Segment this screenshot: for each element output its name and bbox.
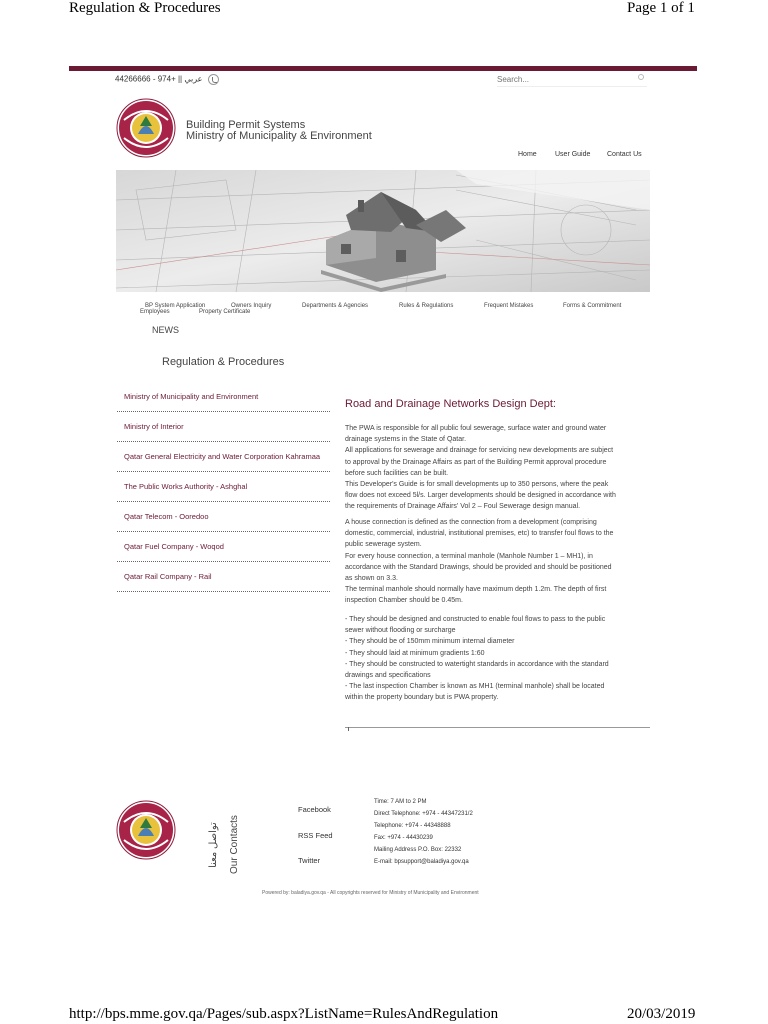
- contact-fax: Fax: +974 - 44430239: [374, 835, 433, 841]
- mainnav-employees[interactable]: Employees: [140, 309, 170, 315]
- top-brand-bar: [69, 66, 697, 71]
- mainnav-bp-system-application[interactable]: BP System Application: [145, 303, 206, 309]
- divider: [117, 441, 330, 442]
- footer-ministry-logo: [116, 800, 176, 860]
- divider: [117, 471, 330, 472]
- divider: [117, 591, 330, 592]
- mainnav-owners-inquiry[interactable]: Owners Inquiry: [231, 303, 272, 309]
- divider: [117, 531, 330, 532]
- text-line: as shown on 3.3.: [345, 575, 398, 583]
- text-line: flow does not exceed 5l/s. Larger developments should be designed in accordance with: [345, 492, 616, 500]
- text-line: The PWA is responsible for all public foul sewerage, surface water and ground water: [345, 425, 607, 432]
- text-line: All applications for sewerage and drainage for servicing new developments are subject: [345, 447, 614, 455]
- sidebar-item-ashghal[interactable]: The Public Works Authority - Ashghal: [124, 482, 248, 491]
- text-line: - They should be of 150mm minimum internal diameter: [345, 638, 515, 646]
- sidebar-item-ooredoo[interactable]: Qatar Telecom - Ooredoo: [124, 512, 209, 521]
- search-icon[interactable]: [638, 74, 644, 80]
- text-line: For every house connection, a terminal manhole (Manhole Number 1 – MH1), in: [345, 552, 593, 560]
- ministry-logo[interactable]: [116, 98, 176, 158]
- contact-direct-phone: Direct Telephone: +974 - 44347231/2: [374, 811, 473, 817]
- site-title-line2: Ministry of Municipality & Environment: [186, 130, 372, 142]
- separator: ||: [177, 74, 183, 84]
- site-title: [186, 120, 372, 142]
- divider: [117, 501, 330, 502]
- text-line: drawings and specifications: [345, 672, 431, 680]
- sidebar-item-woqod[interactable]: Qatar Fuel Company - Woqod: [124, 542, 224, 551]
- text-line: accordance with the Standard Drawings, should be provided and should be positioned: [345, 563, 612, 571]
- divider: [117, 411, 330, 412]
- text-line: the requirements of Drainage Affairs' Vol 2 – Foul Sewerage design manual.: [345, 503, 581, 511]
- content-divider: [345, 727, 650, 728]
- contact-mailing-address: Mailing Address P.O. Box: 22332: [374, 847, 462, 853]
- content-paragraph-1: [345, 423, 650, 513]
- arabic-language-link[interactable]: عربي: [184, 74, 203, 84]
- content-paragraph-3: [345, 614, 650, 704]
- text-line: - The last inspection Chamber is known as MH1 (terminal manhole) shall be located: [345, 683, 605, 691]
- text-line: A house connection is defined as the connection from a development (comprising: [345, 519, 597, 526]
- copyright-text: Powered by: baladiya.gov.qa - All copyrights reserved for Ministry of Municipality and Environment: [262, 890, 479, 896]
- contact-email[interactable]: E-mail: bpsupport@baladiya.gov.qa: [374, 859, 469, 865]
- contacts-heading: Our Contacts: [229, 815, 240, 874]
- contact-phone: Telephone: +974 - 44348888: [374, 823, 451, 829]
- twitter-link[interactable]: Twitter: [298, 856, 321, 865]
- print-page-number: Page 1 of 1: [627, 0, 695, 16]
- text-line: before such facilities can be built.: [345, 469, 449, 477]
- sidebar-item-interior[interactable]: Ministry of Interior: [124, 422, 184, 431]
- phone-number: +974 - 44266666: [115, 74, 176, 84]
- nav-home[interactable]: Home: [518, 151, 537, 158]
- search-underline: [497, 86, 647, 87]
- facebook-link[interactable]: Facebook: [298, 805, 331, 814]
- text-line: - They should laid at minimum gradients 1:60: [345, 649, 485, 657]
- sidebar-item-rail[interactable]: Qatar Rail Company - Rail: [124, 572, 212, 581]
- print-title: Regulation & Procedures: [69, 0, 221, 16]
- text-line: The terminal manhole should normally have maximum depth 1.2m. The depth of first: [345, 586, 607, 594]
- text-line: to approval by the Drainage Affairs as part of the Building Permit approval procedure: [345, 458, 607, 466]
- divider: [117, 561, 330, 562]
- print-date: 20/03/2019: [627, 1006, 696, 1022]
- text-line: drainage systems in the State of Qatar.: [345, 436, 467, 444]
- print-url: http://bps.mme.gov.qa/Pages/sub.aspx?ListName=RulesAndRegulation: [69, 1006, 499, 1022]
- language-phone-row: [115, 74, 219, 85]
- contact-hours: Time: 7 AM to 2 PM: [374, 799, 427, 805]
- divider-tick: [348, 727, 349, 731]
- hero-banner-image: [116, 170, 650, 292]
- page-title: Regulation & Procedures: [162, 356, 285, 368]
- nav-contact-us[interactable]: Contact Us: [607, 151, 642, 158]
- text-line: inspection Chamber should be 0.45m.: [345, 597, 463, 605]
- text-line: - They should be constructed to watertight standards in accordance with the standard: [345, 660, 609, 668]
- mainnav-forms-commitment[interactable]: Forms & Commitment: [563, 303, 622, 309]
- news-link[interactable]: NEWS: [152, 325, 179, 335]
- content-paragraph-2: [345, 517, 650, 607]
- site-title-line1: Building Permit Systems: [186, 119, 306, 131]
- mainnav-property-certificate[interactable]: Property Certificate: [199, 309, 251, 315]
- text-line: - They should be designed and constructed to enable foul flows to pass to the public: [345, 616, 606, 623]
- rss-feed-link[interactable]: RSS Feed: [298, 831, 333, 840]
- nav-user-guide[interactable]: User Guide: [555, 151, 591, 158]
- contacts-heading-arabic: تواصل معنا: [208, 822, 219, 868]
- text-line: This Developer's Guide is for small developments up to 350 persons, where the peak: [345, 481, 609, 489]
- mainnav-rules-regulations[interactable]: Rules & Regulations: [399, 303, 454, 309]
- text-line: public sewerage system.: [345, 541, 422, 549]
- text-line: domestic, commercial, industrial, institutional premises, etc) to transfer foul flows to the: [345, 530, 614, 538]
- phone-icon: [208, 74, 219, 85]
- sidebar-item-mme[interactable]: Ministry of Municipality and Environment: [124, 392, 259, 401]
- text-line: within the property boundary but is PWA property.: [345, 694, 499, 702]
- search-input[interactable]: [497, 73, 647, 86]
- mainnav-departments-agencies[interactable]: Departments & Agencies: [302, 303, 369, 309]
- content-title: Road and Drainage Networks Design Dept:: [345, 398, 556, 410]
- mainnav-frequent-mistakes[interactable]: Frequent Mistakes: [484, 303, 534, 309]
- text-line: sewer without flooding or surcharge: [345, 627, 456, 635]
- sidebar-item-kahramaa[interactable]: Qatar General Electricity and Water Corporation Kahramaa: [124, 452, 321, 461]
